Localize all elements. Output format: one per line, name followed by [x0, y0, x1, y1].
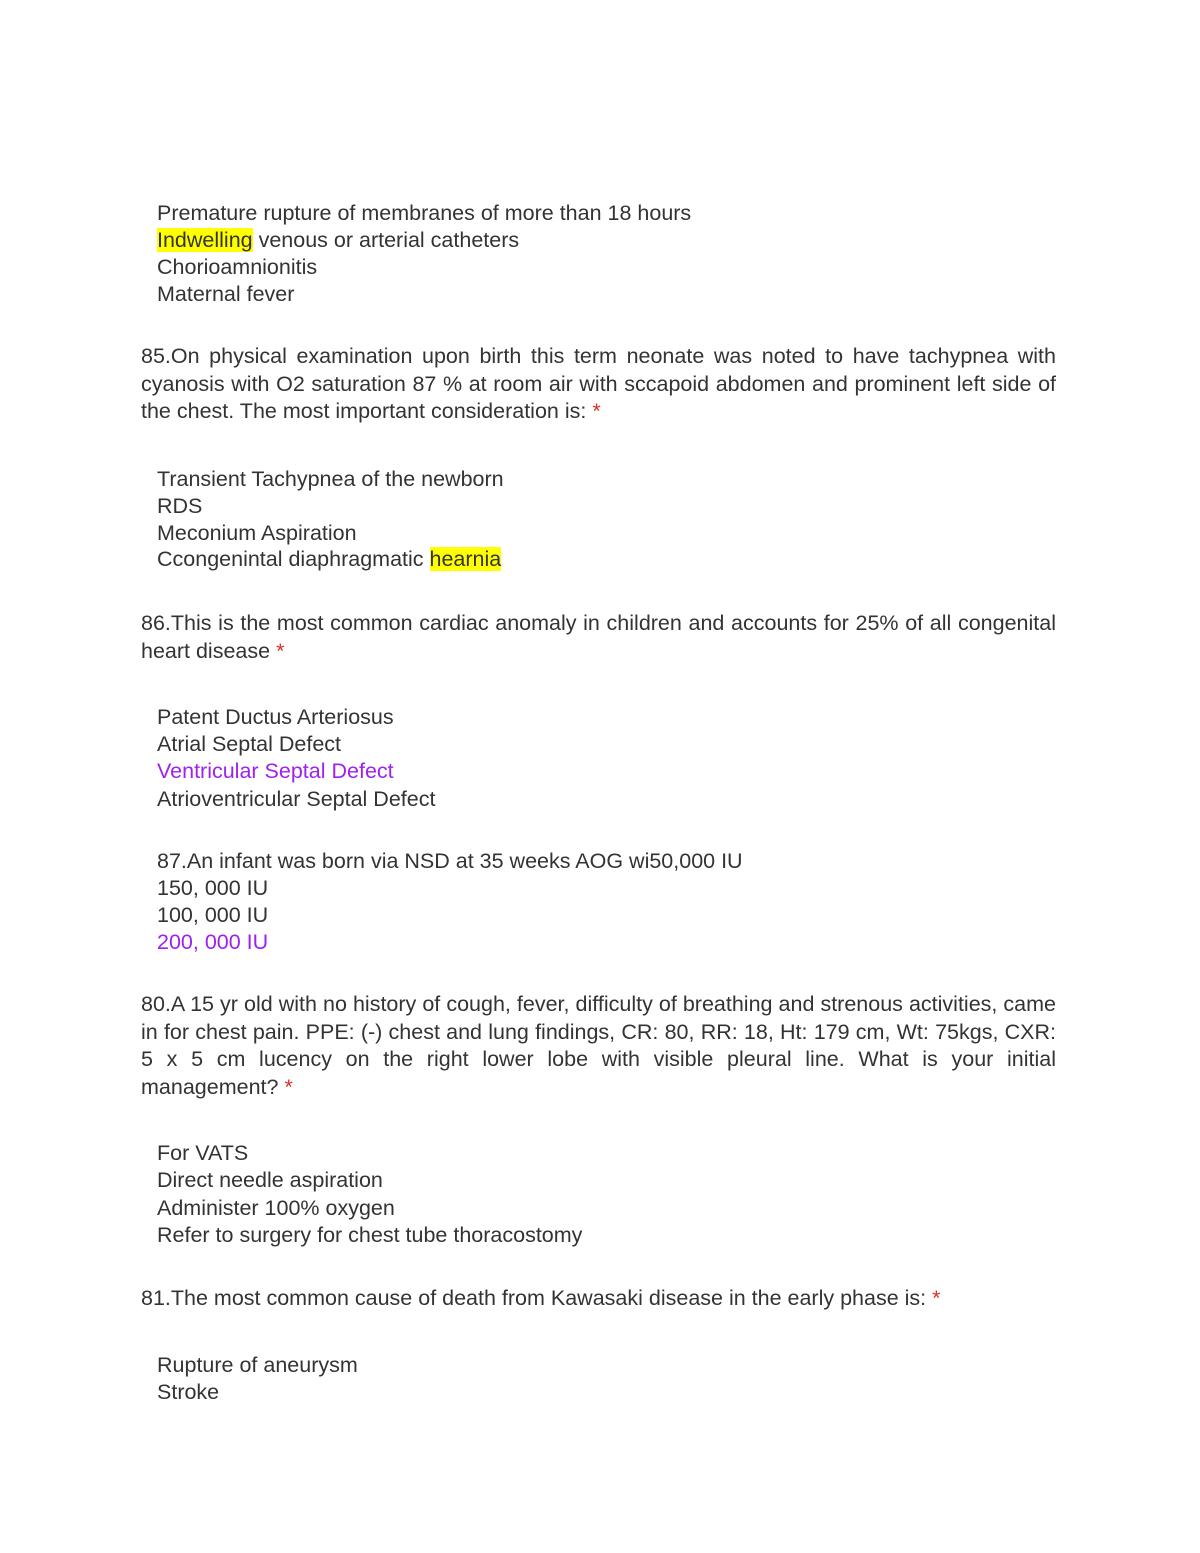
option-150000-iu — [157, 875, 268, 902]
option-text: Atrial Septal Defect — [157, 732, 342, 756]
option-indwelling-catheters — [157, 227, 519, 254]
option-text: venous or arterial catheters — [252, 228, 520, 252]
required-mark: * — [592, 399, 601, 423]
option-text: 100, 000 IU — [157, 903, 269, 927]
option-text: Refer to surgery for chest tube thoracostomy — [157, 1223, 583, 1247]
option-premature-rupture — [157, 200, 691, 227]
option-text: Administer 100% oxygen — [157, 1196, 395, 1220]
option-text: Atrioventricular Septal Defect — [157, 787, 436, 811]
option-text: Direct needle aspiration — [157, 1168, 383, 1192]
highlighted-word: hearnia — [429, 547, 502, 571]
option-avsd — [157, 786, 435, 813]
option-text: Meconium Aspiration — [157, 521, 357, 545]
highlighted-word: Indwelling — [157, 228, 253, 252]
question-85 — [141, 343, 1056, 426]
option-text: RDS — [157, 494, 203, 518]
option-text: Patent Ductus Arteriosus — [157, 705, 394, 729]
required-mark: * — [284, 1074, 293, 1099]
option-pda — [157, 704, 394, 731]
option-text: Transient Tachypnea of the newborn — [157, 467, 504, 491]
option-maternal-fever — [157, 281, 294, 308]
option-text: 150, 000 IU — [157, 876, 269, 900]
option-text: Stroke — [157, 1380, 220, 1404]
option-text: Ccongenintal diaphragmatic — [157, 547, 430, 571]
option-vats — [157, 1140, 248, 1167]
option-chest-tube — [157, 1222, 582, 1249]
option-chorioamnionitis — [157, 254, 317, 281]
option-100000-iu — [157, 902, 268, 929]
required-mark: * — [276, 638, 285, 663]
question-text: 80.A 15 yr old with no history of cough, fever, difficulty of breathing and strenous activities, came in for chest pain. PPE: (-) chest and lung findings, CR: 80, RR: 18, Ht: 179 cm, Wt: 75kgs, CXR: 5 x 5 cm lucency on the right lower lobe with visible pleural line. What is your initial management? — [141, 992, 1056, 1099]
option-rds — [157, 493, 202, 520]
option-text: Maternal fever — [157, 282, 295, 306]
option-diaphragmatic-hernia — [157, 546, 501, 573]
option-ttn — [157, 466, 504, 493]
option-text: Rupture of aneurysm — [157, 1353, 358, 1377]
option-oxygen — [157, 1195, 395, 1222]
option-stroke — [157, 1379, 219, 1406]
question-text: 86.This is the most common cardiac anomaly in children and accounts for 25% of all congenital heart disease — [141, 611, 1056, 663]
option-rupture-aneurysm — [157, 1352, 358, 1379]
question-text: 81.The most common cause of death from Kawasaki disease in the early phase is: — [141, 1286, 927, 1310]
question-81 — [141, 1285, 1056, 1313]
option-needle-aspiration — [157, 1167, 383, 1194]
question-text: 87.An infant was born via NSD at 35 weeks AOG wi50,000 IU — [157, 849, 743, 873]
question-80 — [141, 991, 1056, 1101]
option-meconium-aspiration — [157, 520, 357, 547]
question-86 — [141, 610, 1056, 665]
option-text: Ventricular Septal Defect — [157, 759, 394, 783]
option-text: 200, 000 IU — [157, 930, 269, 954]
required-mark: * — [932, 1286, 941, 1310]
option-text: Chorioamnionitis — [157, 255, 318, 279]
option-vsd-answer — [157, 758, 394, 785]
question-text: 85.On physical examination upon birth this term neonate was noted to have tachypnea with cyanosis with O2 saturation 87 % at room air with sccapoid abdomen and prominent left side of the chest. The most important consideration is: — [141, 344, 1056, 423]
option-text: For VATS — [157, 1141, 249, 1165]
option-200000-iu-answer — [157, 929, 268, 956]
question-87 — [157, 848, 743, 875]
option-text: Premature rupture of membranes of more than 18 hours — [157, 201, 692, 225]
option-asd — [157, 731, 341, 758]
